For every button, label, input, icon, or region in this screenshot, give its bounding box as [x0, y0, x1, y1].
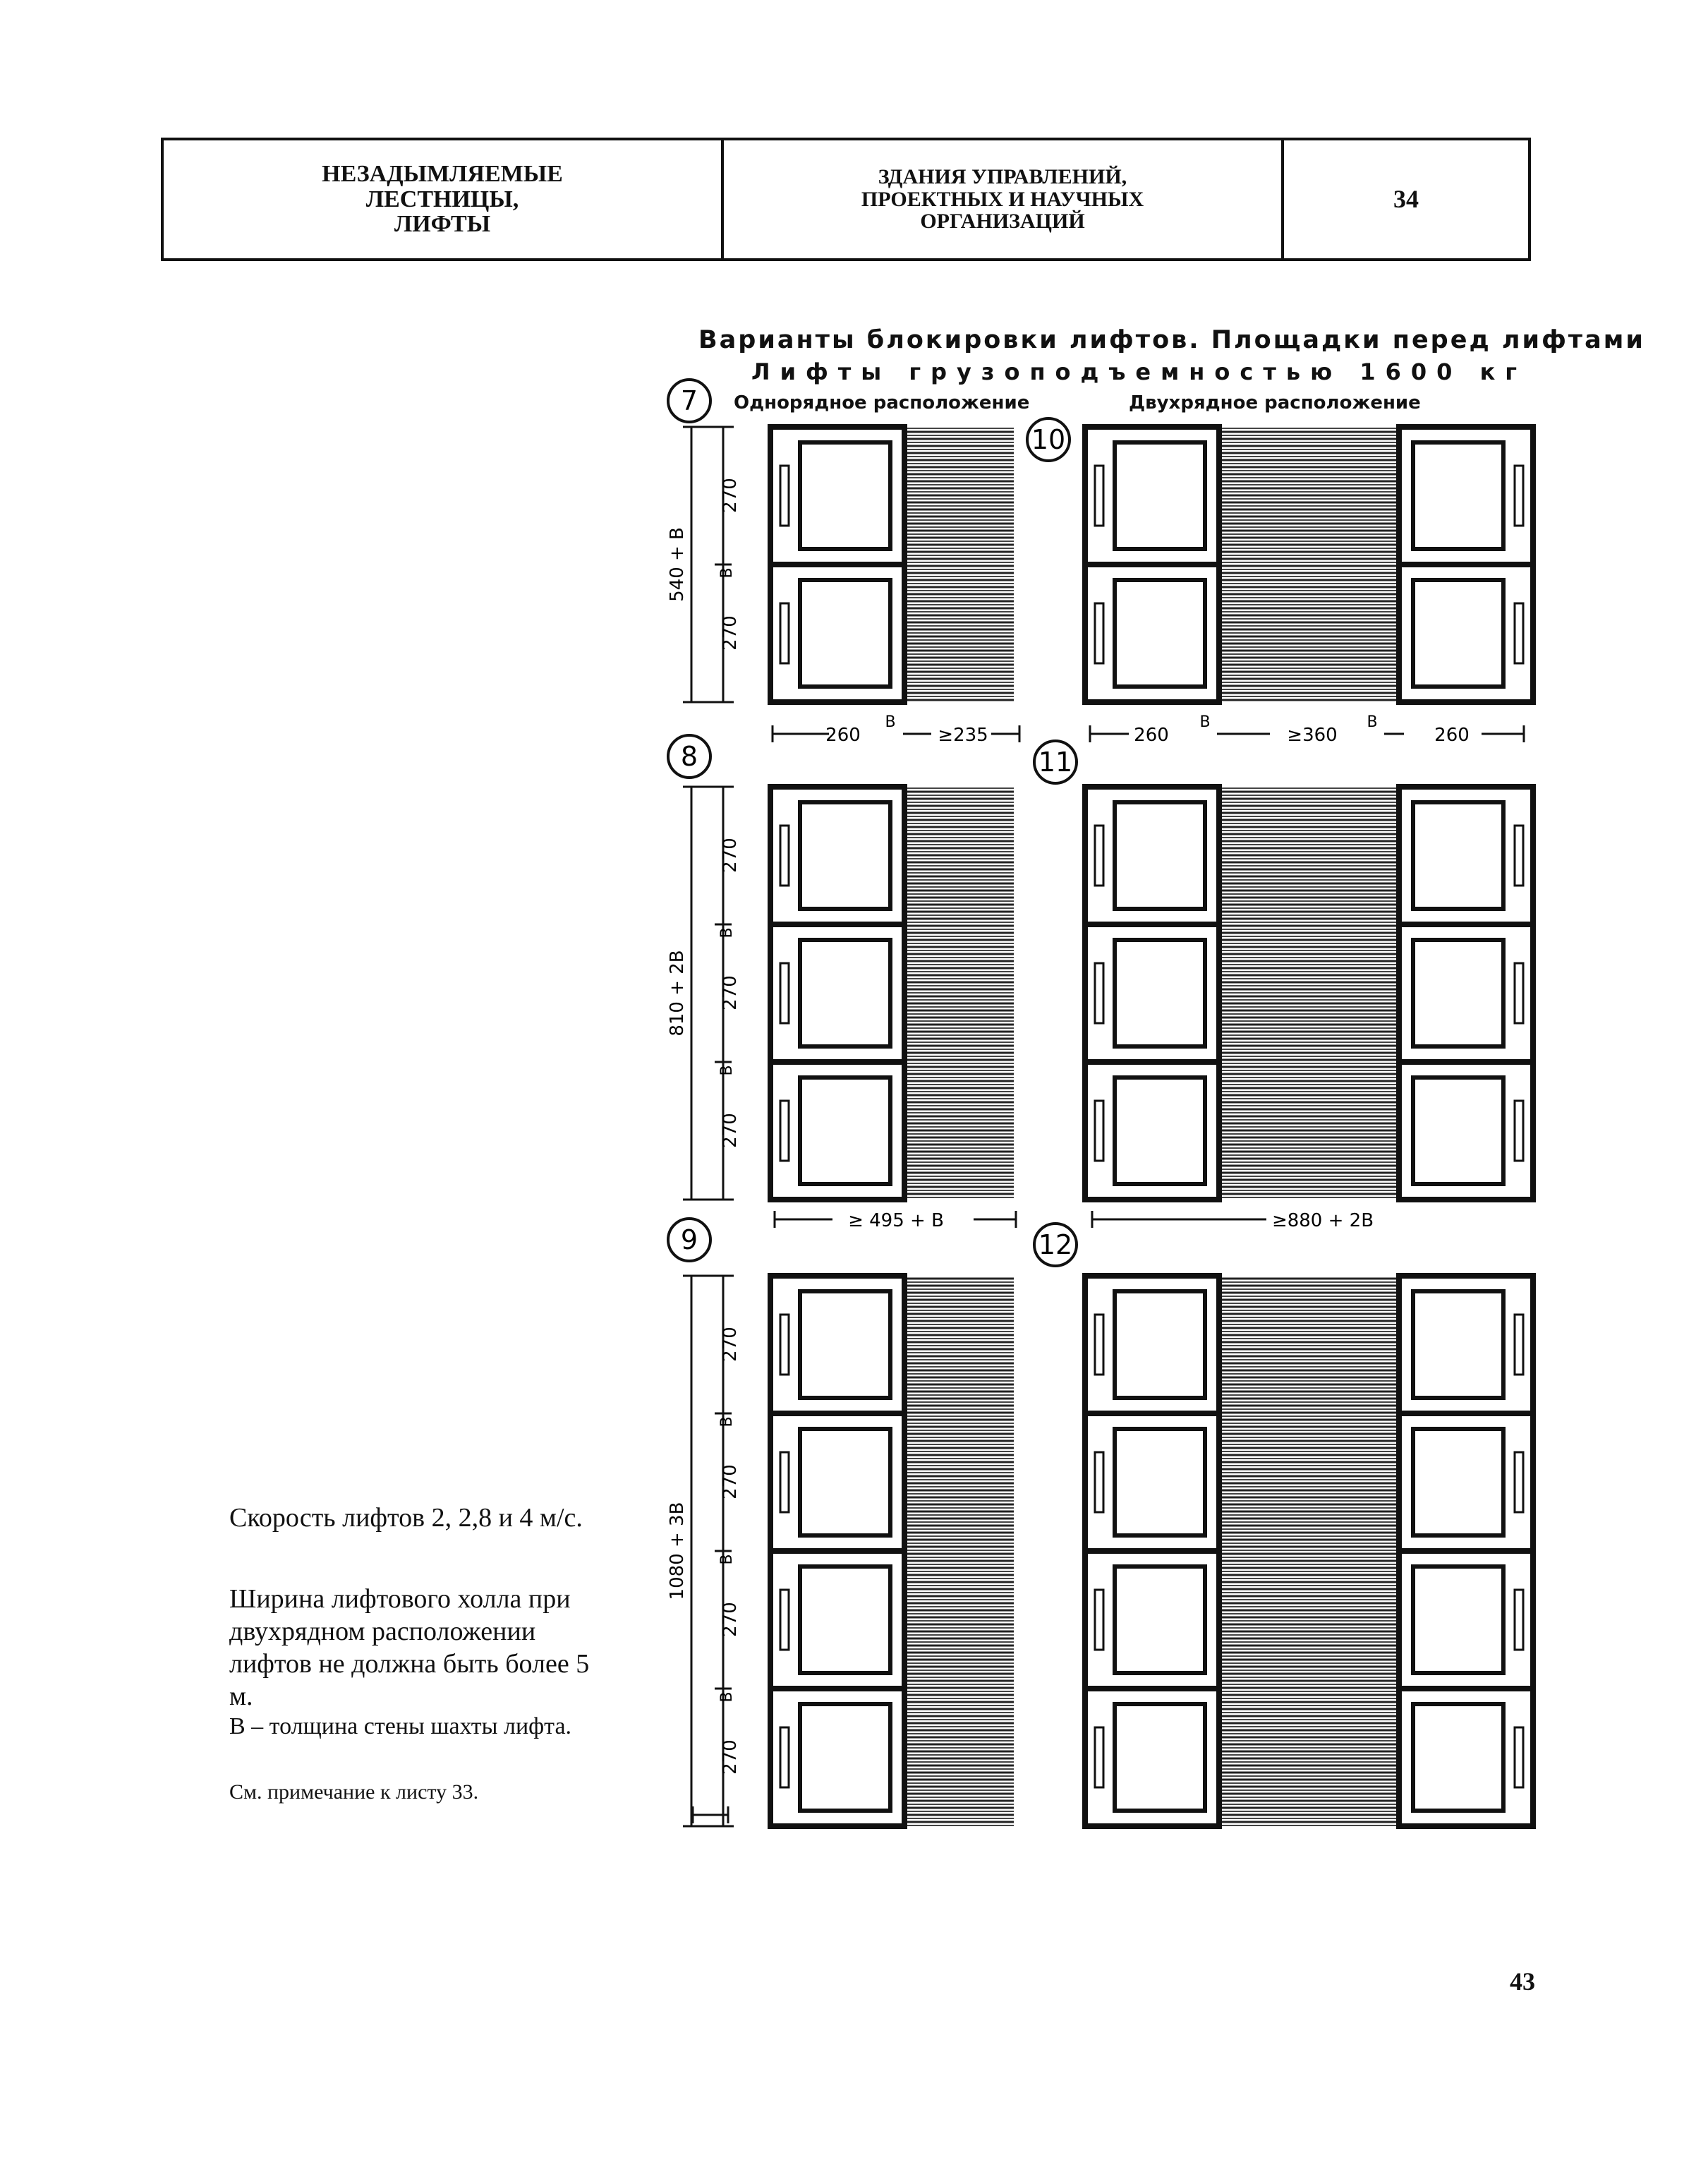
car-cabin [1115, 580, 1205, 687]
elevator-car [1399, 1413, 1533, 1551]
dimension-260-label: 260 [825, 725, 861, 746]
lift-hall-floor [904, 787, 1014, 1200]
counterweight [780, 466, 789, 526]
figure-subtitle: Лифты грузоподъемностью 1600 кг [751, 358, 1527, 385]
dimension-b-label: В [1367, 713, 1378, 731]
dimension-235-label: ≥235 [938, 725, 988, 746]
counterweight [1095, 466, 1103, 526]
note-b-definition: В – толщина стены шахты лифта. [229, 1713, 572, 1739]
counterweight [780, 826, 789, 886]
note-see-sheet: См. примечание к листу 33. [229, 1780, 479, 1804]
variant-number: 10 [1031, 424, 1066, 455]
car-cabin [800, 1704, 890, 1811]
elevator-car [1399, 1276, 1533, 1413]
car-cabin [1115, 1078, 1205, 1184]
car-cabin [800, 580, 890, 687]
lift-hall-floor [1219, 1276, 1399, 1826]
car-cabin [1115, 1567, 1205, 1673]
elevator-car [770, 1551, 904, 1689]
car-cabin [800, 1078, 890, 1184]
dimension-b-label: В [1199, 713, 1211, 731]
counterweight [780, 1101, 789, 1161]
note-speed: Скорость лифтов 2, 2,8 и 4 м/с. [229, 1503, 583, 1533]
counterweight [1515, 1452, 1523, 1512]
variant-number: 9 [680, 1224, 698, 1255]
lift-hall-floor [1219, 787, 1399, 1200]
double-row-label: Двухрядное расположение [1129, 392, 1421, 414]
car-cabin [1413, 580, 1503, 687]
variant-number-circle [1034, 741, 1077, 783]
car-cabin [1115, 1429, 1205, 1535]
elevator-car [1399, 1062, 1533, 1200]
counterweight [1095, 1727, 1103, 1787]
elevator-car [770, 924, 904, 1062]
counterweight [1515, 826, 1523, 886]
counterweight [1095, 603, 1103, 663]
elevator-car [770, 787, 904, 924]
page-number: 43 [1510, 1967, 1535, 1996]
counterweight [1515, 963, 1523, 1023]
counterweight [1095, 963, 1103, 1023]
elevator-car [1085, 924, 1219, 1062]
car-cabin [800, 1291, 890, 1398]
dimension-b-label: В [718, 1416, 736, 1427]
elevator-car [1085, 1413, 1219, 1551]
dimension-260-label: 260 [1134, 725, 1169, 746]
car-cabin [1413, 1429, 1503, 1535]
variant-number-circle [668, 735, 710, 778]
dimension-b-label: В [718, 1065, 736, 1076]
elevator-car [1085, 1276, 1219, 1413]
variant-number-circle [668, 380, 710, 422]
counterweight [1515, 1590, 1523, 1650]
dimension-270-label: 270 [720, 1739, 741, 1775]
elevator-car [770, 427, 904, 565]
dimension-270-label: 270 [720, 1327, 741, 1362]
dimension-b-label: В [718, 1691, 736, 1703]
figure-title: Варианты блокировки лифтов. Площадки перед лифтами [698, 326, 1645, 354]
elevator-car [1399, 1689, 1533, 1826]
car-cabin [1413, 802, 1503, 909]
elevator-car [1085, 427, 1219, 565]
dimension-270-label: 270 [720, 478, 741, 513]
dimension-total-label: 1080 + 3В [667, 1502, 688, 1600]
counterweight [1095, 1101, 1103, 1161]
car-cabin [800, 1429, 890, 1535]
building-type: ЗДАНИЯ УПРАВЛЕНИЙ, ПРОЕКТНЫХ И НАУЧНЫХ ОРГАНИЗАЦИЙ [861, 165, 1144, 234]
elevator-car [1399, 565, 1533, 702]
single-row-label: Однорядное расположение [734, 392, 1030, 414]
counterweight [1095, 1315, 1103, 1375]
section-title: НЕЗАДЫМЛЯЕМЫЕ ЛЕСТНИЦЫ, ЛИФТЫ [322, 160, 563, 238]
dimension-260-label: 260 [1434, 725, 1470, 746]
elevator-car [1085, 1062, 1219, 1200]
elevator-car [1399, 427, 1533, 565]
variant-number: 12 [1038, 1229, 1073, 1260]
elevator-car [1399, 787, 1533, 924]
car-cabin [1413, 1078, 1503, 1184]
elevator-car [1085, 1689, 1219, 1826]
car-cabin [800, 940, 890, 1046]
dimension-270-label: 270 [720, 838, 741, 873]
car-cabin [800, 442, 890, 549]
note-hall-width: Ширина лифтового холла при двухрядном расположении лифтов не должна быть более 5 м. [229, 1584, 590, 1711]
dimension-270-label: 270 [720, 1464, 741, 1499]
car-cabin [800, 802, 890, 909]
elevator-car [770, 1413, 904, 1551]
dimension-270-label: 270 [720, 1602, 741, 1637]
dimension-360-label: ≥360 [1287, 725, 1338, 746]
variant-number-circle [1034, 1224, 1077, 1266]
car-cabin [1413, 1291, 1503, 1398]
dimension-270-label: 270 [720, 615, 741, 651]
dimension-b-label: В [718, 1554, 736, 1565]
car-cabin [1115, 442, 1205, 549]
lift-hall-floor [904, 427, 1014, 702]
counterweight [1095, 826, 1103, 886]
dimension-495-label: ≥ 495 + В [848, 1210, 944, 1231]
car-cabin [1413, 1704, 1503, 1811]
elevator-car [770, 565, 904, 702]
sheet-number: 34 [1393, 184, 1419, 213]
counterweight [1515, 466, 1523, 526]
elevator-car [770, 1689, 904, 1826]
dimension-b-label: В [718, 567, 736, 579]
car-cabin [1115, 802, 1205, 909]
dimension-b-label: В [718, 927, 736, 938]
dimension-270-label: 270 [720, 975, 741, 1010]
car-cabin [1413, 1567, 1503, 1673]
lift-hall-floor [904, 1276, 1014, 1826]
dimension-total-label: 810 + 2В [667, 950, 688, 1037]
car-cabin [1115, 940, 1205, 1046]
counterweight [780, 1727, 789, 1787]
variant-number: 8 [680, 741, 698, 772]
counterweight [1515, 1101, 1523, 1161]
counterweight [1095, 1590, 1103, 1650]
dimension-270-label: 270 [720, 1113, 741, 1148]
counterweight [1515, 1315, 1523, 1375]
variant-number-circle [668, 1219, 710, 1261]
variant-number-circle [1027, 418, 1070, 461]
variant-number: 11 [1038, 747, 1073, 778]
counterweight [780, 1590, 789, 1650]
counterweight [1515, 603, 1523, 663]
counterweight [780, 1452, 789, 1512]
elevator-car [1399, 924, 1533, 1062]
lift-hall-floor [1219, 427, 1399, 702]
elevator-car [770, 1276, 904, 1413]
elevator-car [770, 1062, 904, 1200]
dimension-total-label: 540 + В [667, 527, 688, 602]
elevator-car [1085, 565, 1219, 702]
car-cabin [1413, 940, 1503, 1046]
dimension-b-label: В [885, 713, 896, 731]
counterweight [780, 603, 789, 663]
car-cabin [1413, 442, 1503, 549]
elevator-car [1085, 787, 1219, 924]
variant-number: 7 [680, 385, 698, 416]
car-cabin [800, 1567, 890, 1673]
dimension-880-label: ≥880 + 2В [1271, 1210, 1374, 1231]
car-cabin [1115, 1704, 1205, 1811]
counterweight [780, 963, 789, 1023]
elevator-car [1399, 1551, 1533, 1689]
elevator-car [1085, 1551, 1219, 1689]
counterweight [1515, 1727, 1523, 1787]
counterweight [780, 1315, 789, 1375]
counterweight [1095, 1452, 1103, 1512]
car-cabin [1115, 1291, 1205, 1398]
